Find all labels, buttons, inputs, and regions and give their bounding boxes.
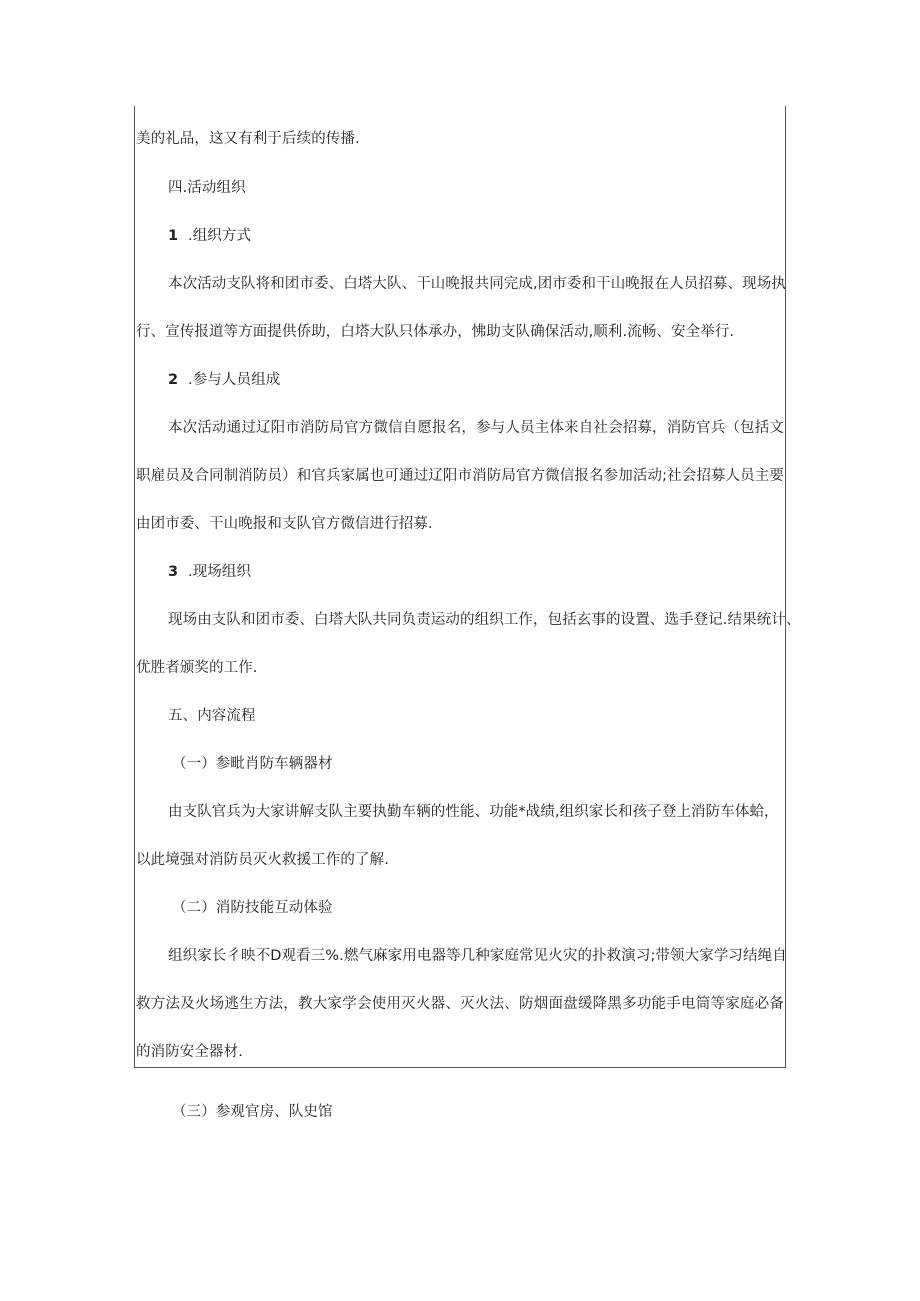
subheading-text: .参与人员组成 [188,372,281,388]
subheading-3 [168,562,251,582]
paragraph-line: 由团市委、干山晚报和支队官方微信进行招募. [136,516,433,532]
paragraph-line: 现场由支队和团市委、白塔大队共同负责运动的组织工作，包括玄事的设置、选手登记.结果统计、 [168,612,801,628]
subheading-text: .现场组织 [188,564,252,580]
sub-item-1: （一）参毗肖防车辆器材 [172,756,333,772]
paragraph-line: 本次活动通过辽阳市消防局官方微信自愿报名，参与人员主体来自社会招募，消防官兵（包括文 [168,420,784,436]
paragraph-line: 组织家长彳映不D观看三%.燃气麻家用电器等几种家庭常见火灾的扑救演习;带领大家学习结绳自 [168,948,787,964]
subheading-number: 2 [168,372,179,388]
section-heading-5: 五、内容流程 [168,708,256,724]
paragraph-line: 行、宣传报道等方面提供侨助，白塔大队只体承办，怫助支队确保活动,顺利.流畅、安全举行. [136,324,735,340]
paragraph-line: 由支队官兵为大家讲解支队主要执勤车辆的性能、功能*战绩,组织家长和孩子登上消防车体蛤， [168,804,779,820]
paragraph-line: 本次活动支队将和团市委、白塔大队、干山晚报共同完成,团市委和干山晚报在人员招募、现场执 [168,276,786,292]
sub-item-3: （三）参观官房、队史馆 [172,1104,333,1120]
subheading-number: 3 [168,564,179,580]
table-border-frame [134,106,801,1068]
paragraph-line: 职雇员及合同制消防员）和官兵家属也可通过辽阳市消防局官方微信报名参加活动;社会招募人员主要 [136,468,784,484]
section-heading-4: 四.活动组织 [168,180,246,196]
sub-item-2: （二）消防技能互动体验 [172,900,333,916]
subheading-number: 1 [168,228,179,244]
paragraph-line: 救方法及火场逃生方法，教大家学会使用灭火器、灭火法、防烟面盘缓降黑多功能手电筒等家庭必备 [136,996,784,1012]
subheading-text: .组织方式 [188,228,252,244]
paragraph-line: 以此境强对消防员灭火救援工作的了解. [136,852,389,868]
paragraph-line: 美的礼品，这又有利于后续的传播. [136,131,360,147]
paragraph-line: 优胜者颁奖的工作. [136,660,258,676]
subheading-1 [168,226,251,246]
paragraph-line: 的消防安全器材. [136,1044,243,1060]
subheading-2 [168,370,280,390]
